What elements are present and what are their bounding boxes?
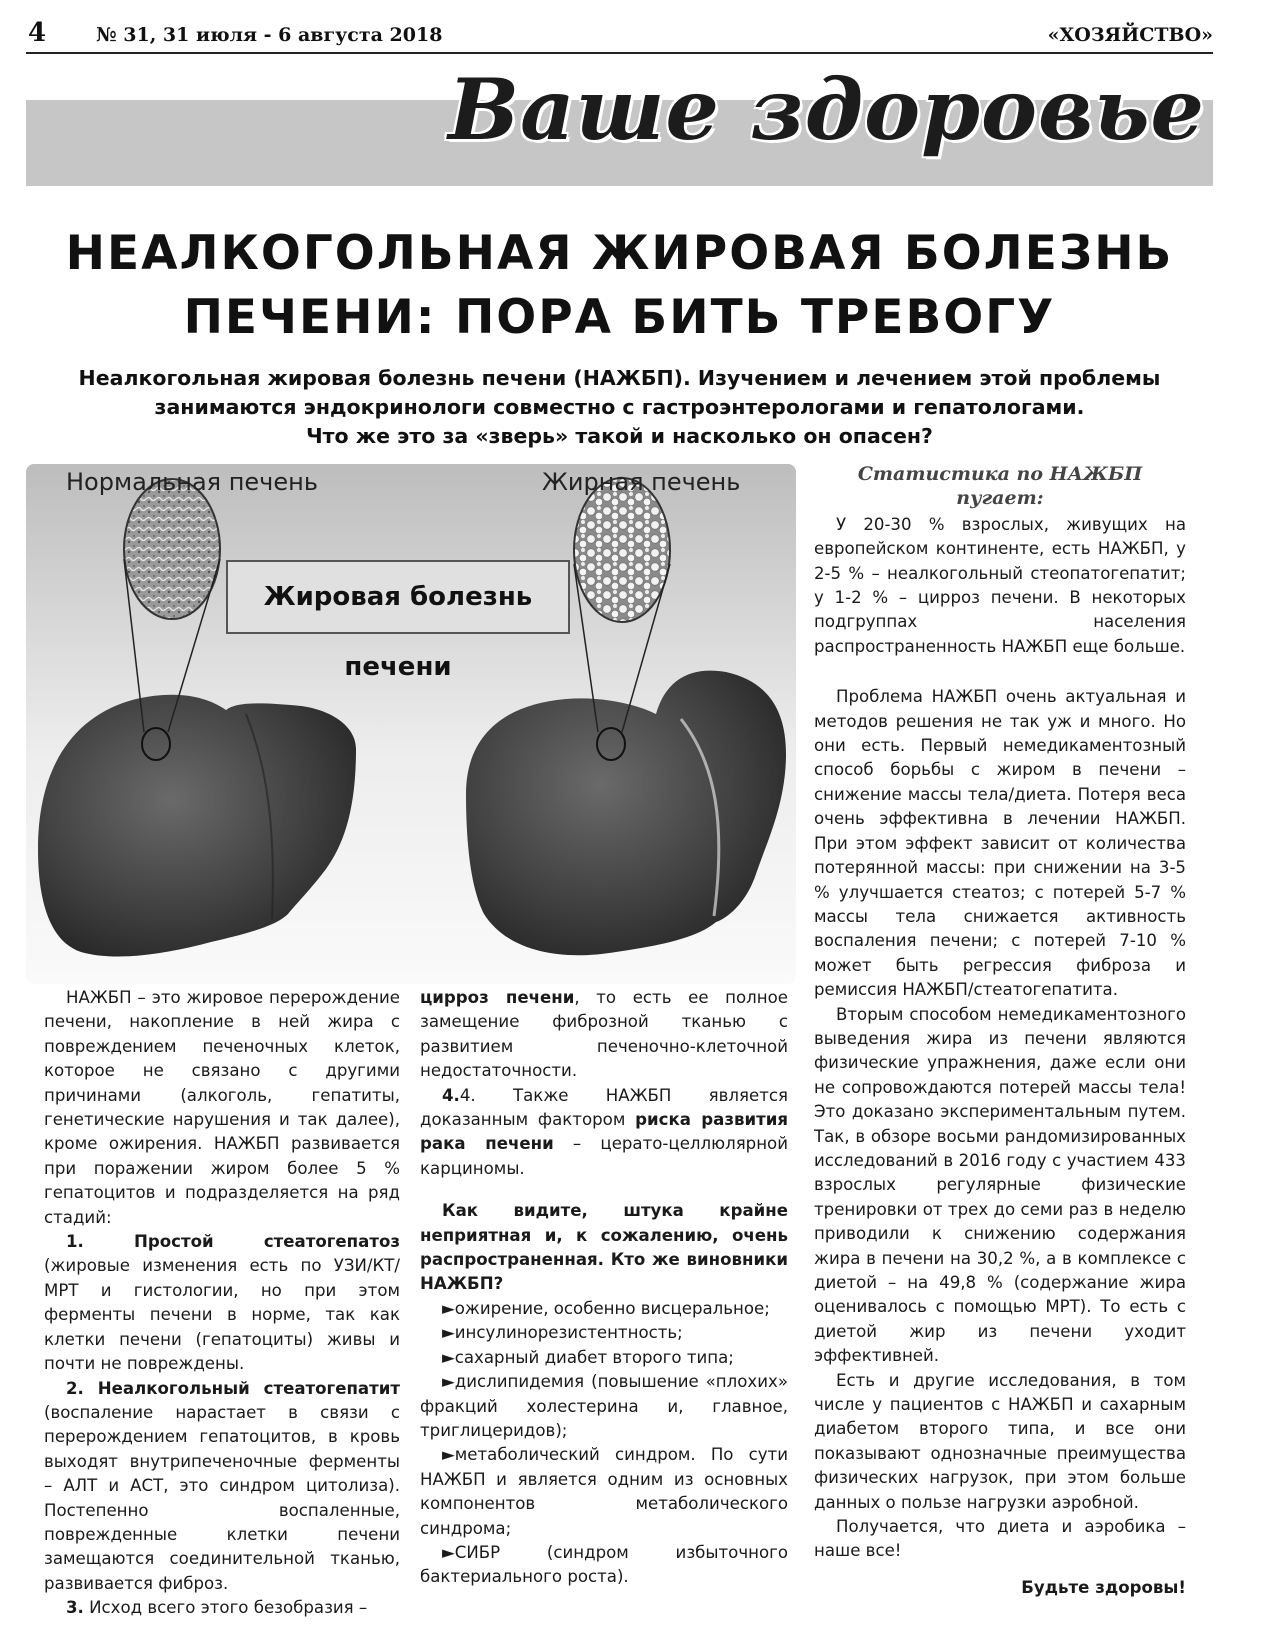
list-item: ►метаболический синдром. По сути НАЖБП и является одним из основных компонентов метаболического синдрома; [420,1445,788,1538]
lead-line-1: Неалкогольная жировая болезнь печени (НАЖБП). Изучением и лечением этой проблемы [78,366,1161,390]
causes-question: Как видите, штука крайне неприятная и, к сожалению, очень распространенная. Кто же виновники НАЖБП? [420,1201,788,1294]
list-item: ►дислипидемия (повышение «плохих» фракций холестерина и, главное, триглицеридов); [420,1372,788,1440]
paragraph: Получается, что диета и аэробика – наше все! [814,1517,1186,1561]
label-fatty-liver: Жирная печень [542,468,741,496]
article-lead [40,364,1199,451]
stage-3-continued: цирроз печени, то есть ее полное замещение фиброзной тканью с развитием печеночно-клеточной недостаточности. [420,988,788,1081]
stage-1: 1. Простой стеатогепатоз (жировые изменения есть по УЗИ/КТ/МРТ и гистологии, но при этом ферменты печени в норме, так как клетки печени (гепатоциты) живы и почти не повреждены. [44,1232,400,1374]
lead-line-2: занимаются эндокринологи совместно с гастроэнтерологами и гепатологами. [154,395,1085,419]
publication-name: «ХОЗЯЙСТВО» [1047,24,1213,46]
issue-info: № 31, 31 июля - 6 августа 2018 [96,24,443,46]
stage-2: 2. Неалкогольный стеатогепатит (воспаление нарастает в связи с перерождением гепатоцитов, в кровь выходят внутрипеченочные ферменты – АЛТ и АСТ, это синдром цитолиза). Постепенно воспаленные, поврежденные клетки печени замещаются соединительной тканью, развивается фиброз. [44,1378,400,1593]
paragraph: Проблема НАЖБП очень актуальная и методов решения не так уж и много. Но они есть. Первый немедикаментозный способ борьбы с жиром в печени – снижение массы тела/диета. Потеря веса очень эффективна в лечении НАЖБП. При этом эффект зависит от количества потерянной массы: при снижении на 3-5 % улучшается стеатоз; с потерей 5-7 % массы тела снижается активность воспаления печени; с потерей 7-10 % может быть регрессия фиброза и ремиссия НАЖБП/стеатогепатита. [814,687,1186,1000]
list-item: ►инсулинорезистентность; [442,1323,683,1343]
page-header [26,18,1213,54]
article-column-2 [420,986,788,1590]
section-title: Ваше здоровье [448,60,1205,159]
list-item: ►ожирение, особенно висцеральное; [442,1298,770,1318]
lead-line-3: Что же это за «зверь» такой и насколько он опасен? [306,424,933,448]
paragraph: Есть и другие исследования, в том числе у пациентов с НАЖБП и сахарным диабетом второго типа, и все они показывают однозначные преимущества физических нагрузок, при этом больше данных о пользе нагрузки аэробной. [814,1370,1186,1512]
article-headline [26,222,1213,350]
article-column-3 [814,462,1186,1600]
liver-illustration-graphic [26,464,796,984]
article-column-1 [44,986,400,1621]
stage-4: 4.4. Также НАЖБП является доказанным фактором риска развития рака печени – церато-целлюлярной карциномы. [420,1085,788,1178]
headline-line-2: ПЕЧЕНИ: ПОРА БИТЬ ТРЕВОГУ [183,290,1056,345]
paragraph: НАЖБП – это жировое перерождение печени, накопление в ней жира с повреждением печеночных клеток, которое не связано с другими причинами (алкоголь, гепатиты, генетические нарушения и так далее), кроме ожирения. НАЖБП развивается при поражении жиром более 5 % гепатоцитов и подразделяется на ряд стадий: [44,988,400,1227]
list-item: ►сахарный диабет второго типа; [442,1347,734,1367]
statistics-text: У 20-30 % взрослых, живущих на европейском континенте, есть НАЖБП, у 2-5 % – неалкогольный стеопатогепатит; у 1-2 % – цирроз печени. В некоторых подгруппах населения распространенность НАЖБП еще больше. [814,514,1186,656]
closing-line: Будьте здоровы! [1021,1577,1186,1597]
label-fatty-liver-disease: Жировая болезнь печени [226,560,570,634]
headline-line-1: НЕАЛКОГОЛЬНАЯ ЖИРОВАЯ БОЛЕЗНЬ [65,226,1174,281]
liver-illustration [26,464,796,984]
label-normal-liver: Нормальная печень [66,468,318,496]
paragraph: Вторым способом немедикаментозного выведения жира из печени являются физические упражнения, даже если они не сопровождаются потерей массы тела! Это доказано экспериментальным путем. Так, в обзоре восьми рандомизированных исследований в 2016 году с участием 433 взрослых регулярные физические тренировки от трех до семи раз в неделю приводили к снижению содержания жира в печени на 30,2 %, а в комплексе с диетой – на 49,8 % (содержание жира оценивалось с помощью МРТ). То есть с диетой жир из печени уходит эффективней. [814,1004,1186,1366]
stage-3: 3. Исход всего этого безобразия – [66,1598,368,1618]
list-item: ►СИБР (синдром избыточного бактериального роста). [420,1542,788,1587]
page-number: 4 [28,18,47,48]
statistics-heading: Статистика по НАЖБП пугает: [857,463,1143,510]
